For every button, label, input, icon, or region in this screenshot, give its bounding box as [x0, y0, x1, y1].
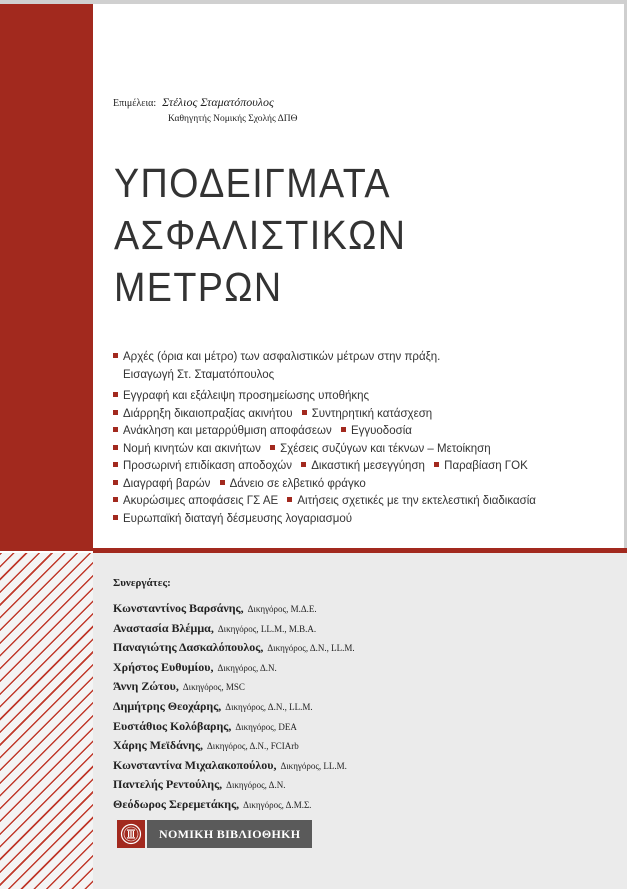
- collaborator-name: Κωνσταντίνα Μιχαλακοπούλου,: [113, 757, 277, 772]
- topic-item: Συντηρητική κατάσχεση: [311, 407, 433, 420]
- collaborator-role: Δικηγόρος, Δ.Ν., LL.M.: [225, 701, 313, 712]
- collaborators-list: [113, 577, 355, 815]
- bullet-icon: [113, 462, 118, 467]
- collaborator-row: [113, 717, 355, 737]
- collaborator-name: Θεόδωρος Σερεμετάκης,: [113, 796, 240, 811]
- bullet-icon: [434, 462, 439, 467]
- bullet-icon: [113, 427, 118, 432]
- bullet-icon: [341, 427, 346, 432]
- title-line-1: ΥΠΟΔΕΙΓΜΑΤΑ: [114, 160, 391, 206]
- red-spine-band: [0, 4, 93, 551]
- topic-item: Διάρρηξη δικαιοπραξίας ακινήτου: [123, 407, 293, 420]
- collaborator-name: Κωνσταντίνος Βαρσάνης,: [113, 601, 244, 615]
- topic-item: Εισαγωγή Στ. Σταματόπουλος: [123, 368, 275, 381]
- collaborator-name: Παναγιώτης Δασκαλόπουλος,: [113, 640, 264, 655]
- nomiki-vivliothiki-seal-icon: [117, 820, 145, 848]
- title-line-3: ΜΕΤΡΩΝ: [114, 264, 283, 310]
- topic-item: Αρχές (όρια και μέτρο) των ασφαλιστικών μέτρων στην πράξη.: [123, 351, 441, 363]
- topic-item: Ανάκληση και μεταρρύθμιση αποφάσεων: [123, 425, 332, 437]
- topic-row: [113, 349, 618, 367]
- topic-item: Δάνειο σε ελβετικό φράγκο: [229, 477, 366, 490]
- title-line-2: ΑΣΦΑΛΙΣΤΙΚΩΝ: [114, 212, 407, 258]
- topic-item: Σχέσεις συζύγων και τέκνων – Μετοίκηση: [280, 442, 491, 455]
- bullet-icon: [287, 497, 292, 502]
- collaborator-name: Ευστάθιος Κολόβαρης,: [113, 718, 232, 733]
- bullet-icon: [113, 392, 118, 397]
- collaborator-name: Δημήτρης Θεοχάρης,: [113, 698, 222, 713]
- collaborator-row: [113, 599, 355, 619]
- collaborator-role: Δικηγόρος, Δ.Ν., FCIArb: [207, 741, 299, 752]
- topic-item: Διαγραφή βαρών: [123, 477, 211, 490]
- topic-item: Ευρωπαϊκή διαταγή δέσμευσης λογαριασμού: [123, 512, 353, 525]
- editor-block: [113, 93, 297, 124]
- collaborator-name: Χρήστος Ευθυμίου,: [113, 659, 214, 674]
- topic-item: Εγγυοδοσία: [350, 425, 412, 437]
- topic-item: Προσωρινή επιδίκαση αποδοχών: [123, 460, 293, 472]
- bullet-icon: [113, 497, 118, 502]
- collaborator-role: Δικηγόρος, Μ.Δ.Ε.: [247, 604, 317, 614]
- topic-row: [113, 511, 618, 529]
- topic-item: Δικαστική μεσεγγύηση: [311, 460, 425, 472]
- topic-row: [113, 458, 618, 476]
- topic-row: [113, 441, 618, 459]
- collaborator-role: Δικηγόρος, Δ.Ν.: [217, 662, 277, 673]
- bullet-icon: [113, 480, 118, 485]
- bullet-icon: [301, 462, 306, 467]
- collaborator-row: [113, 795, 355, 815]
- collaborators-heading: Συνεργάτες:: [113, 577, 171, 589]
- bullet-icon: [113, 515, 118, 520]
- editor-name: Στέλιος Σταματόπουλος: [162, 95, 274, 109]
- topic-item: Αιτήσεις σχετικές με την εκτελεστική διαδικασία: [297, 495, 536, 507]
- collaborator-role: Δικηγόρος, LL.M.: [280, 760, 347, 771]
- diagonal-stripe-pattern: [0, 553, 93, 889]
- topic-row: [113, 406, 618, 424]
- collaborator-row: [113, 697, 355, 717]
- collaborator-row: [113, 619, 355, 639]
- topic-row: [113, 476, 618, 494]
- topic-row: [113, 423, 618, 441]
- bullet-icon: [113, 353, 118, 358]
- collaborator-row: [113, 736, 355, 756]
- collaborator-name: Χάρης Μεϊδάνης,: [113, 738, 203, 753]
- collaborator-name: Παντελής Ρεντούλης,: [113, 777, 223, 792]
- bullet-icon: [113, 445, 118, 450]
- collaborator-row: [113, 658, 355, 678]
- collaborator-role: Δικηγόρος, LL.M., M.B.A.: [217, 623, 317, 634]
- topic-row: [113, 493, 618, 511]
- topics-list: [113, 349, 618, 528]
- bullet-icon: [270, 445, 275, 450]
- collaborator-role: Δικηγόρος, Δ.Ν., LL.M.: [267, 643, 355, 654]
- editor-label: Επιμέλεια:: [113, 98, 157, 109]
- bullet-icon: [220, 480, 225, 485]
- collaborator-row: [113, 677, 355, 697]
- topic-item: Παραβίαση ΓΟΚ: [444, 460, 528, 472]
- collaborator-row: [113, 638, 355, 658]
- publisher-badge: [117, 820, 312, 848]
- collaborator-row: [113, 756, 355, 776]
- top-edge: [0, 0, 627, 4]
- topic-row: [113, 388, 618, 406]
- topic-item: Νομή κινητών και ακινήτων: [123, 442, 261, 455]
- topic-item: Ακυρώσιμες αποφάσεις ΓΣ ΑΕ: [123, 495, 279, 507]
- collaborator-name: Αναστασία Βλέμμα,: [113, 620, 214, 635]
- collaborator-role: Δικηγόρος, DEA: [235, 721, 297, 732]
- editor-role: Καθηγητής Νομικής Σχολής ΔΠΘ: [168, 114, 298, 124]
- collaborator-row: [113, 775, 355, 795]
- collaborator-name: Άννη Ζώτου,: [113, 679, 179, 694]
- collaborator-role: Δικηγόρος, Δ.Μ.Σ.: [243, 799, 312, 810]
- topic-item: Εγγραφή και εξάλειψη προσημείωσης υποθήκης: [123, 390, 370, 402]
- topic-row: [113, 367, 618, 385]
- collaborator-role: Δικηγόρος, MSC: [182, 682, 245, 693]
- bullet-icon: [113, 410, 118, 415]
- book-title: [114, 157, 406, 313]
- publisher-name: ΝΟΜΙΚΗ ΒΙΒΛΙΟΘΗΚΗ: [147, 820, 312, 848]
- collaborator-role: Δικηγόρος, Δ.Ν.: [226, 780, 286, 791]
- bullet-icon: [302, 410, 307, 415]
